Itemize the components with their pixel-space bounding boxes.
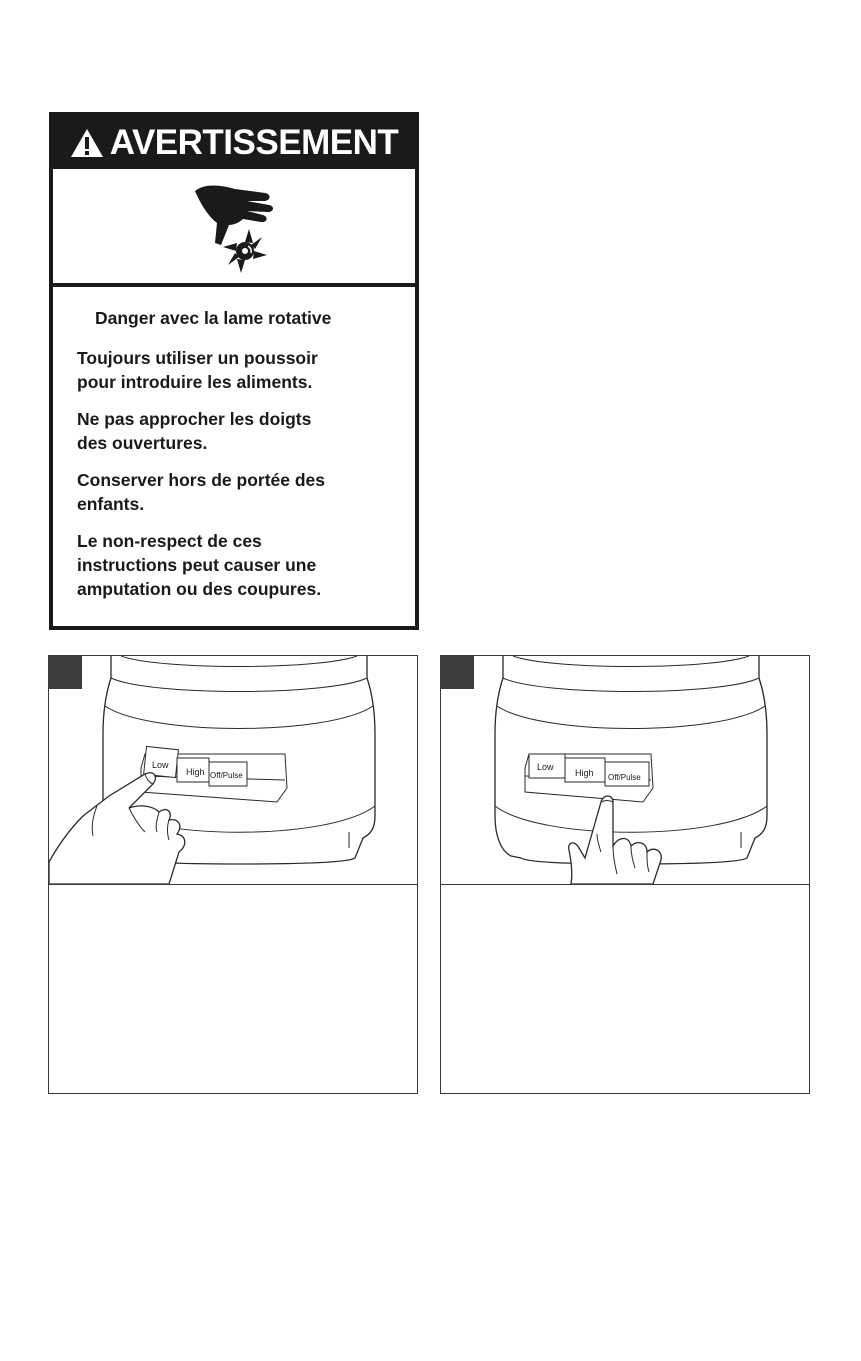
warning-paragraph: Conserver hors de portée des enfants. — [77, 470, 325, 514]
warning-text — [77, 306, 403, 614]
hand-blade-icon — [187, 179, 287, 279]
warning-header — [53, 116, 415, 169]
off-pulse-button-label: Off/Pulse — [608, 773, 641, 782]
high-button-label: High — [186, 767, 205, 777]
low-button-label: Low — [537, 762, 554, 772]
step-illustration — [49, 656, 417, 885]
step-number-badge — [441, 656, 474, 689]
warning-title: AVERTISSEMENT — [109, 123, 399, 162]
step-illustration — [441, 656, 809, 885]
warning-triangle-icon — [70, 127, 104, 159]
warning-label — [49, 112, 419, 630]
food-processor-base-illustration — [49, 656, 417, 884]
step-panel — [48, 655, 418, 1094]
low-button-label: Low — [152, 760, 169, 770]
off-pulse-button-label: Off/Pulse — [210, 771, 243, 780]
step-panel — [440, 655, 810, 1094]
warning-paragraph: Toujours utiliser un poussoir pour introduire les aliments. — [77, 348, 318, 392]
warning-paragraph: Le non-respect de ces instructions peut causer une amputation ou des coupures. — [77, 531, 322, 599]
warning-paragraph: Ne pas approcher les doigts des ouvertures. — [77, 409, 312, 453]
blade-hazard-pictogram — [53, 169, 415, 287]
high-button-label: High — [575, 768, 594, 778]
step-number-badge — [49, 656, 82, 689]
food-processor-base-illustration — [441, 656, 809, 884]
hazard-statement: Danger avec la lame rotative — [95, 308, 332, 328]
